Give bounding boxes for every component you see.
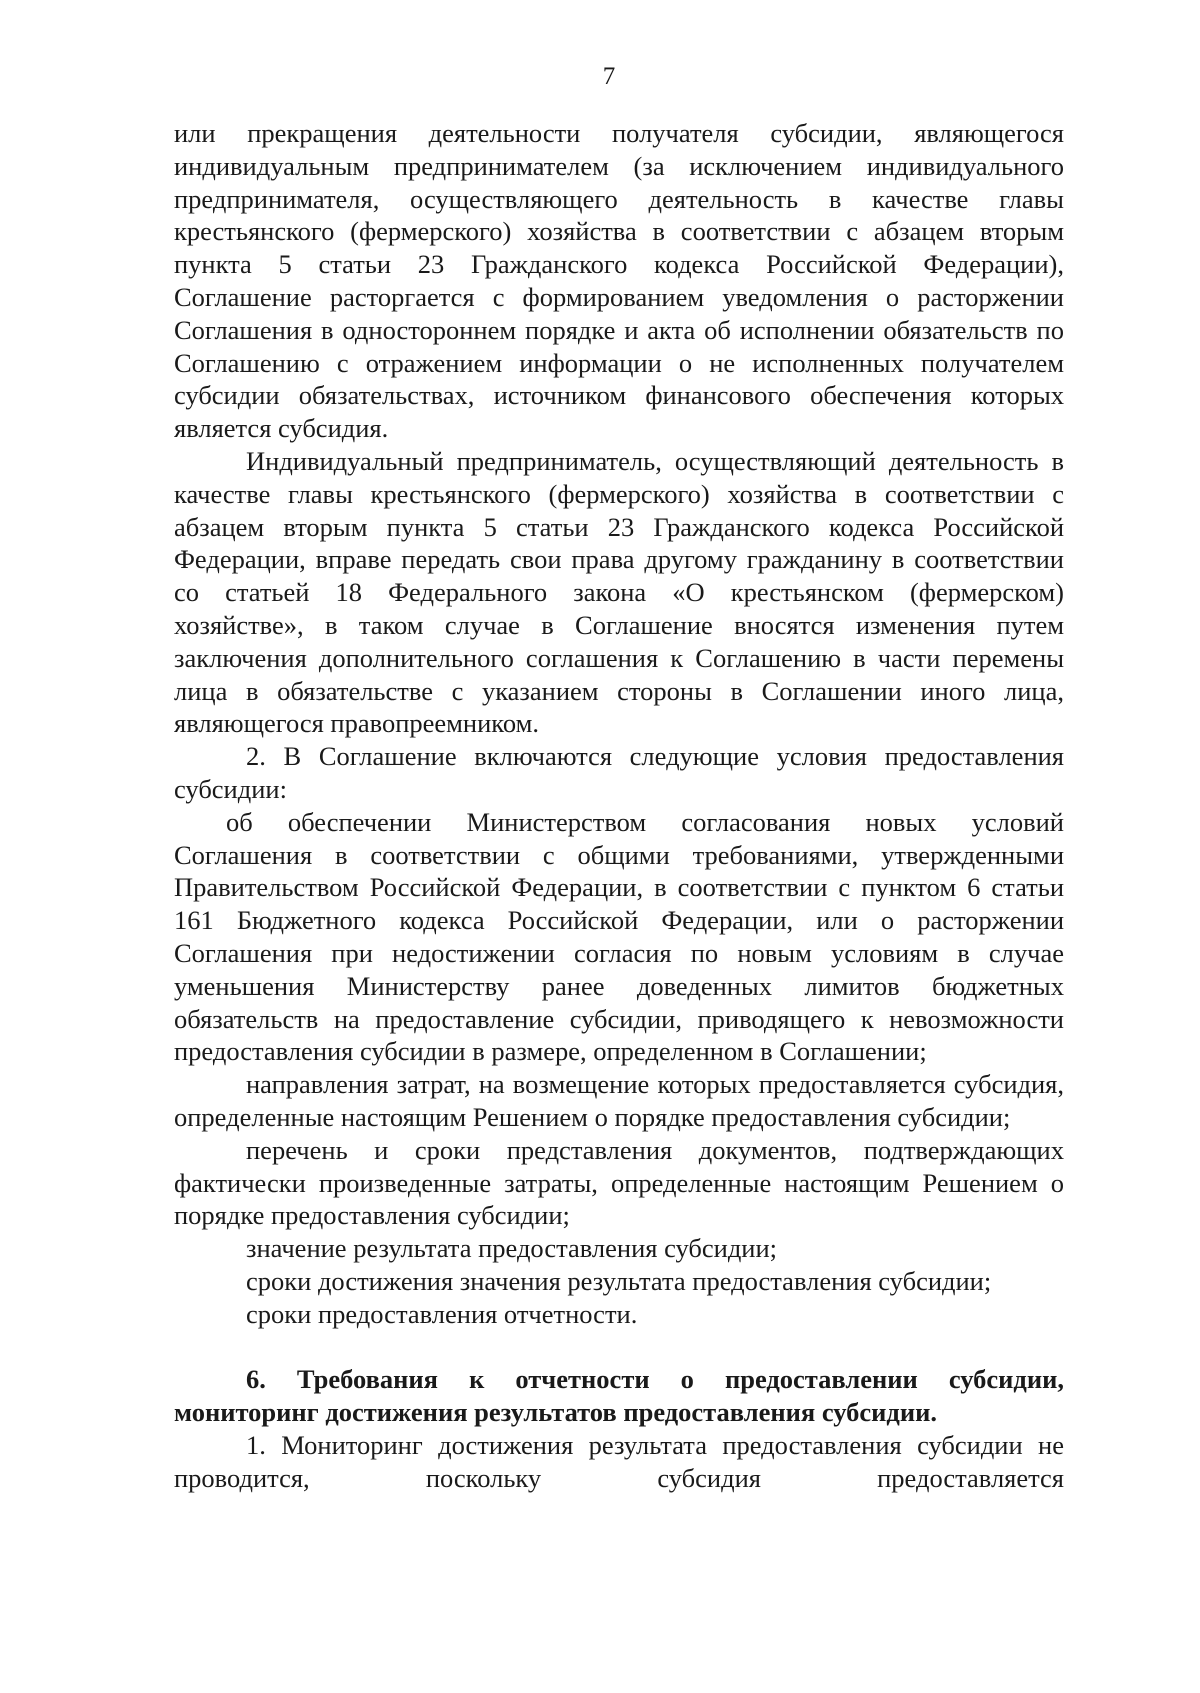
paragraph-farm-head-rights: Индивидуальный предприниматель, осуществляющий деятельность в качестве главы крестьянского (фермерского) хозяйства в соответствии с абзацем вторым пункта 5 статьи 23 Гражданского кодекса Российской Федерации, вправе передать свои права другому гражданину в соответствии со статьей 18 Федерального закона «О крестьянском (фермерском) хозяйстве», в таком случае в Соглашение вносятся изменения путем заключения дополнительного соглашения к Соглашению в части перемены лица в обязательстве с указанием стороны в Соглашении иного лица, являющегося правопреемником.	[174, 445, 1064, 739]
paragraph-documents-list: перечень и сроки представления документов, подтверждающих фактически произведенные затраты, определенные настоящим Решением о порядке предоставления субсидии;	[174, 1134, 1064, 1231]
paragraph-monitoring: 1. Мониторинг достижения результата предоставления субсидии не проводится, поскольку субсидия предоставляется	[174, 1430, 1064, 1493]
paragraph-result-value: значение результата предоставления субсидии;	[246, 1233, 778, 1264]
paragraph-ministry-approval: об обеспечении Министерством согласования новых условий Соглашения в соответствии с общими требованиями, утвержденными Правительством Российской Федерации, в соответствии с пунктом 6 статьи 161 Бюджетного кодекса Российской Федерации, или о расторжении Соглашения при недостижении согласия по новым условиям в случае уменьшения Министерству ранее доведенных лимитов бюджетных обязательств на предоставление субсидии, приводящего к невозможности предоставления субсидии в размере, определенном в Соглашении;	[174, 806, 1064, 1067]
document-body	[174, 117, 1064, 1495]
section-heading-reporting: 6. Требования к отчетности о предоставлении субсидии, мониторинг достижения результатов предоставления субсидии.	[174, 1364, 1064, 1428]
paragraph-cost-directions: направления затрат, на возмещение которых предоставляется субсидия, определенные настоящим Решением о порядке предоставления субсидии;	[174, 1069, 1064, 1132]
paragraph-termination: или прекращения деятельности получателя субсидии, являющегося индивидуальным предпринимателем (за исключением индивидуального предпринимателя, осуществляющего деятельность в качестве главы крестьянского (фермерского) хозяйства в соответствии с абзацем вторым пункта 5 статьи 23 Гражданского кодекса Российской Федерации), Соглашение расторгается с формированием уведомления о расторжении Соглашения в одностороннем порядке и акта об исполнении обязательств по Соглашению с отражением информации о не исполненных получателем субсидии обязательствах, источником финансового обеспечения которых является субсидия.	[174, 118, 1064, 444]
page-number: 7	[602, 63, 616, 90]
paragraph-result-deadlines: сроки достижения значения результата предоставления субсидии;	[246, 1265, 992, 1296]
paragraph-agreement-conditions: 2. В Соглашение включаются следующие условия предоставления субсидии:	[174, 741, 1064, 804]
paragraph-reporting-deadlines: сроки предоставления отчетности.	[246, 1298, 638, 1329]
